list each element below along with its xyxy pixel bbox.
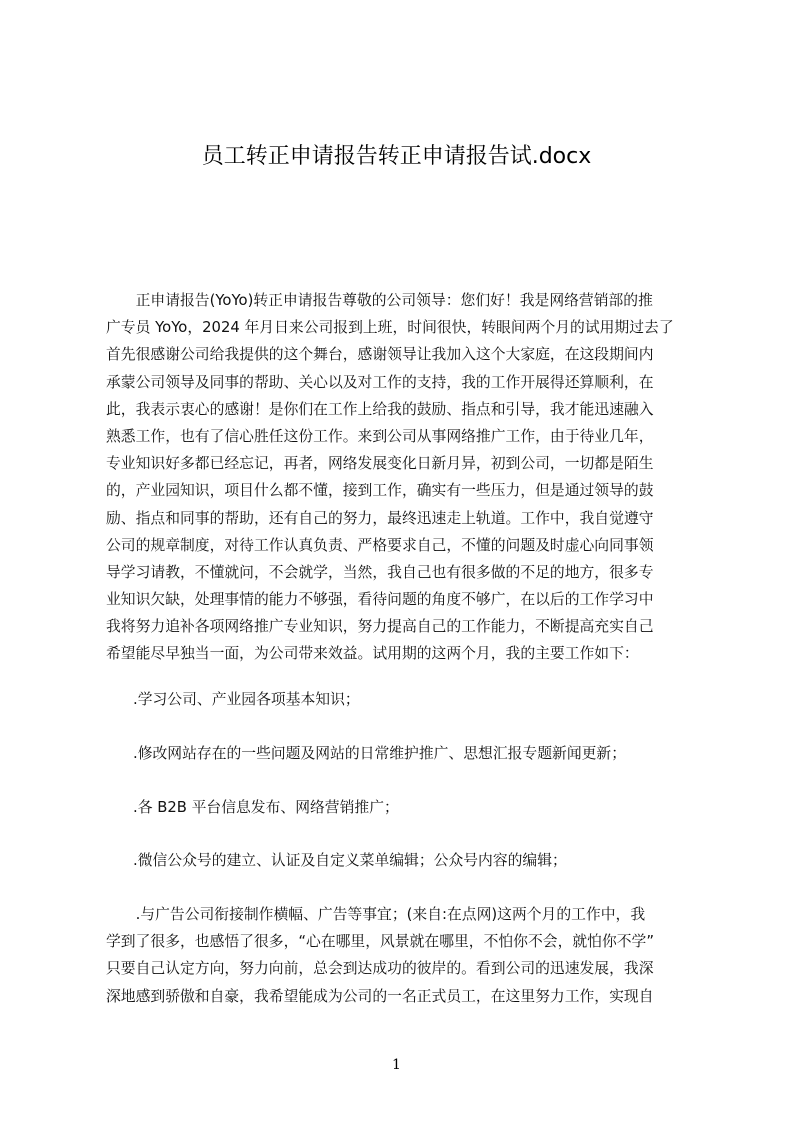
paragraph-line: 业知识欠缺，处理事情的能力不够强，看待问题的角度不够广，在以后的工作学习中 bbox=[106, 591, 654, 609]
paragraph-line: 导学习请教，不懂就问，不会就学，当然，我自己也有很多做的不足的地方，很多专 bbox=[106, 563, 654, 581]
paragraph-line: 广专员 YoYo，2024 年月日来公司报到上班，时间很快，转眼间两个月的试用期过去了 bbox=[106, 319, 674, 337]
paragraph-intro bbox=[106, 287, 698, 668]
paragraph-line: .与广告公司衔接制作横幅、广告等事宜；(来自:在点网)这两个月的工作中，我 bbox=[106, 906, 646, 923]
paragraph-line: 希望能尽早独当一面，为公司带来效益。试用期的这两个月，我的主要工作如下： bbox=[106, 645, 639, 663]
list-item: .修改网站存在的一些问题及网站的日常维护推广、思想汇报专题新闻更新； bbox=[133, 745, 627, 762]
paragraph-line: 的，产业园知识，项目什么都不懂，接到工作，确实有一些压力，但是通过领导的鼓 bbox=[106, 482, 654, 500]
paragraph-line: 首先很感谢公司给我提供的这个舞台，感谢领导让我加入这个大家庭，在这段期间内 bbox=[106, 346, 654, 364]
paragraph-line: 专业知识好多都已经忘记，再者，网络发展变化日新月异，初到公司，一切都是陌生 bbox=[106, 455, 654, 473]
paragraph-line: 励、指点和同事的帮助，还有自己的努力，最终迅速走上轨道。工作中，我自觉遵守 bbox=[106, 509, 654, 527]
paragraph-line: 深地感到骄傲和自豪，我希望能成为公司的一名正式员工，在这里努力工作，实现自 bbox=[106, 987, 654, 1005]
list-item: .微信公众号的建立、认证及自定义菜单编辑；公众号内容的编辑； bbox=[133, 852, 567, 869]
paragraph-line: 公司的规章制度，对待工作认真负责、严格要求自己，不懂的问题及时虚心向同事领 bbox=[106, 536, 654, 554]
list-item: .学习公司、产业园各项基本知识； bbox=[133, 691, 360, 708]
paragraph-line: 此，我表示衷心的感谢！是你们在工作上给我的鼓励、指点和引导，我才能迅速融入 bbox=[106, 400, 654, 418]
paragraph-closing bbox=[106, 901, 698, 1010]
paragraph-line: 我将努力追补各项网络推广专业知识，努力提高自己的工作能力，不断提高充实自己 bbox=[106, 618, 654, 636]
paragraph-line: 正申请报告(YoYo)转正申请报告尊敬的公司领导：您们好！我是网络营销部的推 bbox=[106, 292, 653, 309]
page-number: 1 bbox=[392, 1057, 401, 1073]
paragraph-line: 学到了很多，也感悟了很多，“心在哪里，风景就在哪里，不怕你不会，就怕你不学” bbox=[106, 933, 655, 951]
paragraph-line: 熟悉工作，也有了信心胜任这份工作。来到公司从事网络推广工作，由于待业几年， bbox=[106, 427, 654, 445]
paragraph-line: 承蒙公司领导及同事的帮助、关心以及对工作的支持，我的工作开展得还算顺利，在 bbox=[106, 373, 654, 391]
list-item: .各 B2B 平台信息发布、网络营销推广； bbox=[133, 799, 399, 816]
paragraph-line: 只要自己认定方向，努力向前，总会到达成功的彼岸的。看到公司的迅速发展，我深 bbox=[106, 960, 654, 978]
document-title: 员工转正申请报告转正申请报告试.docx bbox=[201, 144, 592, 169]
